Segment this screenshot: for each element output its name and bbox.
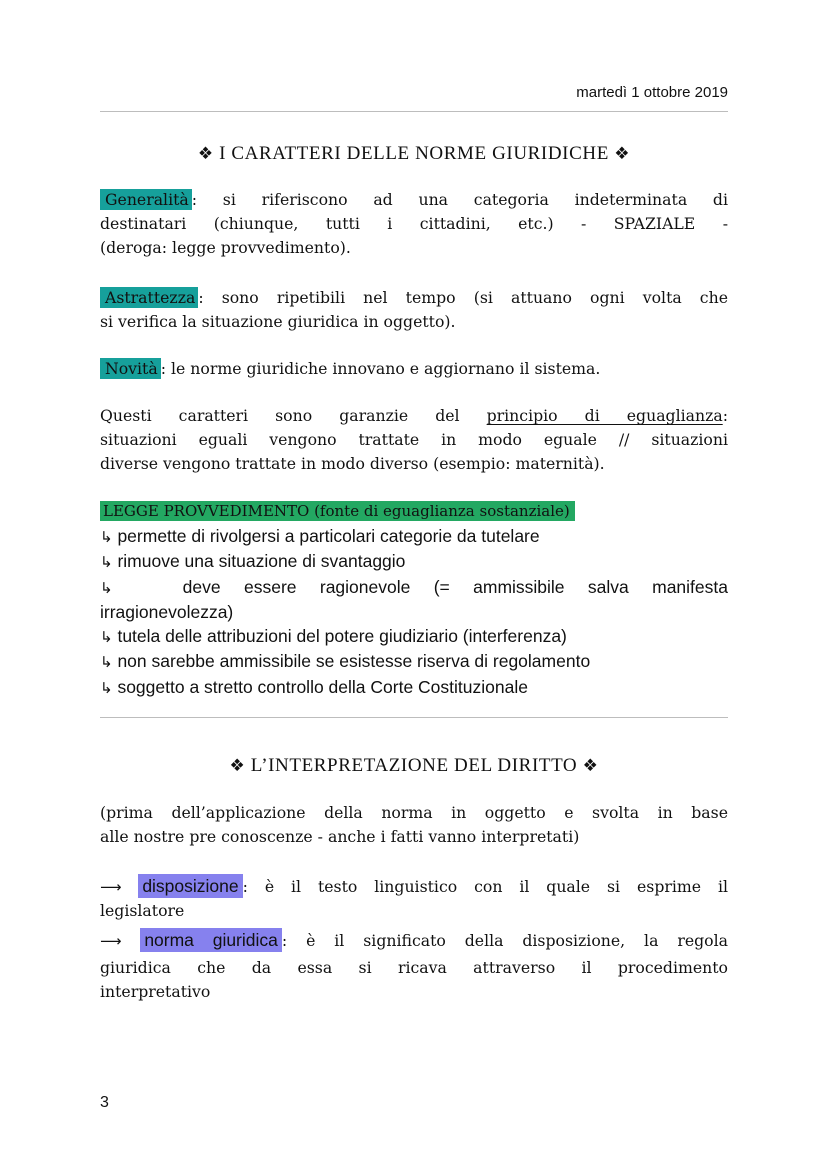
legge-item-text: non sarebbe ammissibile se esistesse riserva di regolamento bbox=[117, 651, 591, 672]
legge-item-2 bbox=[100, 549, 728, 574]
hook-arrow-icon: ↳ bbox=[100, 628, 113, 647]
legge-provvedimento-block bbox=[100, 500, 728, 700]
disposizione-text-1: : è il testo linguistico con il quale si esprime il bbox=[242, 877, 728, 896]
paragraph-norma bbox=[100, 928, 728, 1005]
header-divider bbox=[100, 111, 728, 112]
norma-line-3: interpretativo bbox=[100, 982, 211, 1002]
astrattezza-line-1 bbox=[100, 286, 728, 310]
norma-line-1 bbox=[100, 928, 728, 953]
intro-line-2: alle nostre pre conoscenze - anche i fatti vanno interpretati) bbox=[100, 827, 580, 847]
legge-item-text: rimuove una situazione di svantaggio bbox=[117, 551, 406, 572]
long-arrow-icon: ⟶ bbox=[100, 878, 122, 896]
generalita-text-1: : si riferiscono ad una categoria indeterminata di bbox=[191, 190, 728, 209]
ornament-left-icon: ❖ bbox=[197, 144, 214, 163]
term-norma-giuridica: norma giuridica bbox=[140, 928, 282, 952]
legge-item-3 bbox=[100, 575, 728, 600]
section-divider bbox=[100, 717, 728, 718]
hook-arrow-icon: ↳ bbox=[100, 553, 113, 572]
legge-item-text: deve essere ragionevole (= ammissibile salva manifesta bbox=[182, 576, 728, 597]
intro-line-1: (prima dell’applicazione della norma in oggetto e svolta in base bbox=[100, 803, 728, 822]
hook-arrow-icon: ↳ bbox=[100, 653, 113, 672]
garanzie-line-1 bbox=[100, 404, 728, 428]
header-date: martedì 1 ottobre 2019 bbox=[576, 84, 728, 101]
long-arrow-icon: ⟶ bbox=[100, 932, 122, 950]
legge-item-3-cont: irragionevolezza) bbox=[100, 601, 234, 622]
ornament-right-icon: ❖ bbox=[614, 144, 631, 163]
ornament-right-icon: ❖ bbox=[582, 756, 599, 775]
term-generalita: Generalità bbox=[100, 189, 192, 210]
hook-arrow-icon: ↳ bbox=[100, 678, 113, 697]
legge-heading-row bbox=[100, 500, 728, 522]
legge-item-6 bbox=[100, 675, 728, 700]
section-title-interpretazione bbox=[100, 753, 728, 779]
legge-heading: LEGGE PROVVEDIMENTO (fonte di eguaglianza sostanziale) bbox=[100, 501, 575, 521]
paragraph-intro bbox=[100, 801, 728, 849]
garanzie-text-1b: : bbox=[722, 406, 728, 425]
legge-item-text: permette di rivolgersi a particolari categorie da tutelare bbox=[117, 526, 540, 546]
hook-arrow-icon: ↳ bbox=[100, 528, 113, 546]
generalita-line-2: destinatari (chiunque, tutti i cittadini, etc.) - SPAZIALE - bbox=[100, 214, 728, 234]
garanzie-line-3: diverse vengono trattate in modo diverso (esempio: maternità). bbox=[100, 454, 605, 474]
paragraph-garanzie bbox=[100, 404, 728, 477]
paragraph-disposizione bbox=[100, 874, 728, 923]
hook-arrow-icon: ↳ bbox=[100, 578, 113, 597]
section-title-caratteri bbox=[100, 141, 728, 167]
principio-eguaglianza-link: principio di eguaglianza bbox=[486, 406, 723, 425]
astrattezza-text-1: : sono ripetibili nel tempo (si attuano ogni volta che bbox=[198, 288, 728, 307]
paragraph-astrattezza bbox=[100, 286, 728, 334]
ornament-left-icon: ❖ bbox=[229, 756, 246, 775]
garanzie-text-1a: Questi caratteri sono garanzie del bbox=[100, 406, 487, 425]
paragraph-generalita bbox=[100, 188, 728, 261]
norma-line-2: giuridica che da essa si ricava attraverso il procedimento bbox=[100, 958, 728, 978]
legge-item-text: soggetto a stretto controllo della Corte Costituzionale bbox=[117, 676, 528, 697]
generalita-line-3: (deroga: legge provvedimento). bbox=[100, 238, 351, 258]
disposizione-line-2: legislatore bbox=[100, 901, 185, 921]
astrattezza-line-2: si verifica la situazione giuridica in oggetto). bbox=[100, 312, 456, 332]
paragraph-novita bbox=[100, 357, 728, 381]
section-title-text: I CARATTERI DELLE NORME GIURIDICHE bbox=[219, 143, 609, 164]
legge-item-4 bbox=[100, 624, 728, 649]
term-novita: Novità bbox=[100, 358, 161, 379]
legge-item-5 bbox=[100, 649, 728, 674]
section-title-text: L’INTERPRETAZIONE DEL DIRITTO bbox=[250, 755, 578, 776]
norma-text-1: : è il significato della disposizione, la regola bbox=[281, 931, 728, 950]
garanzie-line-2: situazioni eguali vengono trattate in modo eguale // situazioni bbox=[100, 430, 728, 450]
legge-item-1 bbox=[100, 524, 728, 549]
page-number: 3 bbox=[100, 1094, 109, 1111]
legge-item-text: tutela delle attribuzioni del potere giudiziario (interferenza) bbox=[117, 626, 567, 647]
disposizione-line-1 bbox=[100, 874, 728, 899]
term-disposizione: disposizione bbox=[138, 874, 242, 898]
term-astrattezza: Astrattezza bbox=[100, 287, 198, 308]
novita-line bbox=[100, 357, 728, 381]
novita-text: : le norme giuridiche innovano e aggiornano il sistema. bbox=[160, 359, 601, 378]
generalita-line-1 bbox=[100, 188, 728, 212]
